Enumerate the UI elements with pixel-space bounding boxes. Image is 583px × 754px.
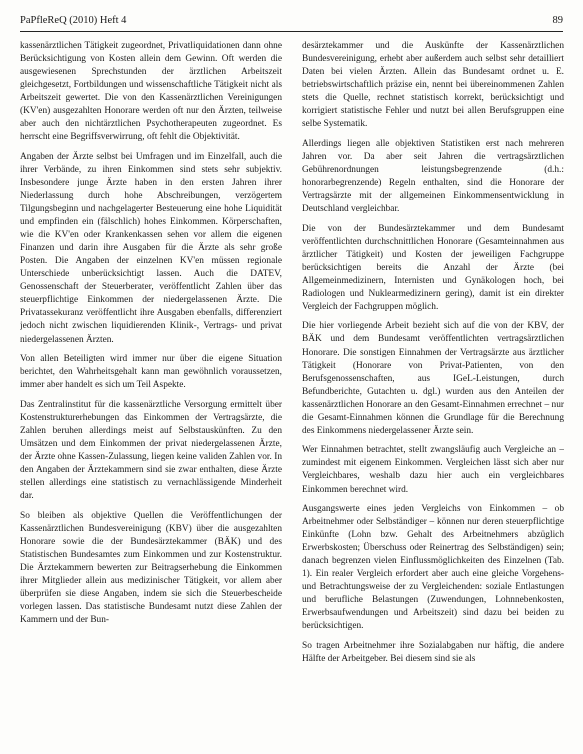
paragraph: So bleiben als objektive Quellen die Veröffentlichungen der Kassenärztlichen Bundesvereinigung (KBV) über die ausgezahlten Honorare sowie die der Bundesärztekammer (BÄK) und des Statistischen Bundesamtes zum Einkommen und zur Kostenstruktur. Die Ärztekammern bewerten zur Beitragserhebung die Einkommen ihrer Mitglieder allein aus medizinischer Tätigkeit, vor allem aber überprüfen sie diese Angaben, indem sie sich die Steuerbescheide vorlegen lassen. Das statistische Bundesamt nutzt diese Zahlen der Kammern und der Bun- [20, 510, 282, 625]
paragraph: Angaben der Ärzte selbst bei Umfragen und im Einzelfall, auch die ihrer Verbände, zu ihren Einkommen sind stets sehr subjektiv. Insbesondere junge Ärzte haben in den ersten Jahren ihrer Niederlassung durch hohe Abschreibungen, verzögertem Tilgungsbeginn und nachgelagerter Besteuerung eine hohe Liquidität und empfinden ein (fälschlich) hohes Einkommen. Körperschaften, wie die KV'en oder Krankenkassen sehen vor allem die eigenen Finanzen und darin ihre Ausgaben für die Ärzte als sehr große Posten. Die Angaben der einzelnen KV'en müssen regionale Unterschiede unberücksichtigt lassen. Auch die DATEV, Genossenschaft der Steuerberater, veröffentlicht Zahlen über das steuerpflichtige Einkommen der niedergelassenen Ärzte. Die Privatassekuranz veröffentlicht ihre Ausgaben ebenfalls, differenziert jedoch nicht zwischen liquidierenden Klinik-, Vertrags- und privat niedergelassenen Ärzten. [20, 151, 282, 345]
running-header [20, 14, 563, 32]
right-column [302, 40, 564, 750]
paragraph: Ausgangswerte eines jeden Vergleichs von Einkommen – ob Arbeitnehmer oder Selbständiger – können nur deren steuerpflichtige Einkünfte (Lohn bzw. Gehalt des Arbeitnehmers abzüglich Erwerbskosten; Überschuss oder Reinertrag des Selbständigen) sein; danach begrenzen vielen Einflussmöglichkeiten des Einzelnen (Tab. 1). Ein realer Vergleich erfordert aber auch eine gleiche Vorgehens- und Betrachtungsweise der zu Vergleichenden: soziale Entlastungen und berufliche Belastungen (Zuwendungen, Lohnnebenkosten, Erwerbsaufwendungen und Arbeitszeit) sind dazu bei beiden zu berücksichtigen. [302, 504, 564, 632]
paragraph: Wer Einnahmen betrachtet, stellt zwangsläufig auch Vergleiche an – zumindest mit eigenem Einkommen. Vergleichen lässt sich aber nur Vergleichbares, weshalb dazu hier auch ein vergleichbares Einkommen berechnet wird. [302, 445, 564, 495]
page-number: 89 [552, 15, 563, 26]
paragraph: Die hier vorliegende Arbeit bezieht sich auf die von der KBV, der BÄK und dem Bundesamt veröffentlichten vertragsärztlichen Honorare. Die sonstigen Einnahmen der Vertragsärzte aus ärztlicher Tätigkeit (Honorare von Privat-Patienten, von den Berufsgenossenschaften, aus IGeL-Leistungen, durch Befundberichte, Gutachten u. dgl.) wurden aus den Anteilen der kassenärztlichen Honorare an den Gesamt-Einnahmen errechnet – nur die Gesamt-Einnahmen können die Grundlage für die Berechnung des Einkommens niedergelassener Ärzte sein. [302, 321, 564, 436]
left-column [20, 40, 282, 750]
paragraph: Von allen Beteiligten wird immer nur über die eigene Situation berichtet, den Wahrheitsgehalt kann man gewöhnlich voraussetzen, immer aber handelt es sich um Teil Aspekte. [20, 354, 282, 391]
paragraph: Die von der Bundesärztekammer und dem Bundesamt veröffentlichten durchschnittlichen Honorare (Gesamteinnahmen aus ärztlicher Tätigkeit) und Kosten der jeweiligen Fachgruppe berücksichtigen bereits die Anzahl der Ärzte (bei Allgemeinmedizinern, Internisten und Gynäkologen hoch, bei Radiologen und Nuklearmedizinern gering), damit ist ein direkter Vergleich der Fachgruppen möglich. [302, 223, 564, 312]
paragraph: Allerdings liegen alle objektiven Statistiken erst nach mehreren Jahren vor. Da aber seit Jahren die vertragsärztlichen Gebührenordnungen leistungsbegrenzende (d.h.: honorarbegrenzende) Regeln enthalten, sind die Honorare der Vertragsärzte mit der allgemeinen Einkommensentwicklung in Deutschland vergleichbar. [302, 138, 564, 215]
paragraph: So tragen Arbeitnehmer ihre Sozialabgaben nur häftig, die andere Hälfte der Arbeitgeber. Bei diesem sind sie als [302, 641, 564, 665]
journal-title: PaPfleReQ (2010) Heft 4 [20, 15, 127, 26]
paragraph: desärztekammer und die Auskünfte der Kassenärztlichen Bundesvereinigung, erhebt aber außerdem auch selbst sehr detailliert Daten bei vielen Ärzten. Allein das Bundesamt ordnet u. E. betriebswirtschaftlich präzise ein, nennt bei übereinommenen Zahlen stets die Quelle, rechnet statistisch korrekt, berücksichtigt und korrigiert statistische Fehler und nutzt bei allen Berufsgruppen eine selbe Systematik. [302, 41, 564, 130]
paragraph: Das Zentralinstitut für die kassenärztliche Versorgung ermittelt über Kostenstrukturerhebungen das Einkommen der Vertragsärzte, die Zahlen beruhen allerdings meist auf Selbstauskünften. Zu den Umsätzen und dem Einkommen der privat niedergelassenen Ärzte, der Ärzte ohne Kassen-Zulassung, liegen keine validen Zahlen vor. In den Angaben der Ärztekammern sind sie zwar enthalten, diese Ärzte stellen allerdings eine statistisch zu vernachlässigende Minderheit dar. [20, 399, 282, 502]
paragraph: kassenärztlichen Tätigkeit zugeordnet, Privatliquidationen dann ohne Berücksichtigung von Kosten allein dem Gewinn. Oft werden die ausgewiesenen Sprechstunden der ärztlichen Arbeitszeit gleichgesetzt, Fortbildungen und wissenschaftliche Tätigkeit nicht als Arbeitszeit gewertet. Die von den Kassenärztlichen Vereinigungen (KV'en) ausgezahlten Honorare werden oft nur den Ärzten, teilweise aber auch den nichtärztlichen Psychotherapeuten zugeordnet. Es herrscht eine Begriffsverwirrung, oft fehlt die Objektivität. [20, 41, 282, 143]
header-divider [20, 31, 563, 32]
